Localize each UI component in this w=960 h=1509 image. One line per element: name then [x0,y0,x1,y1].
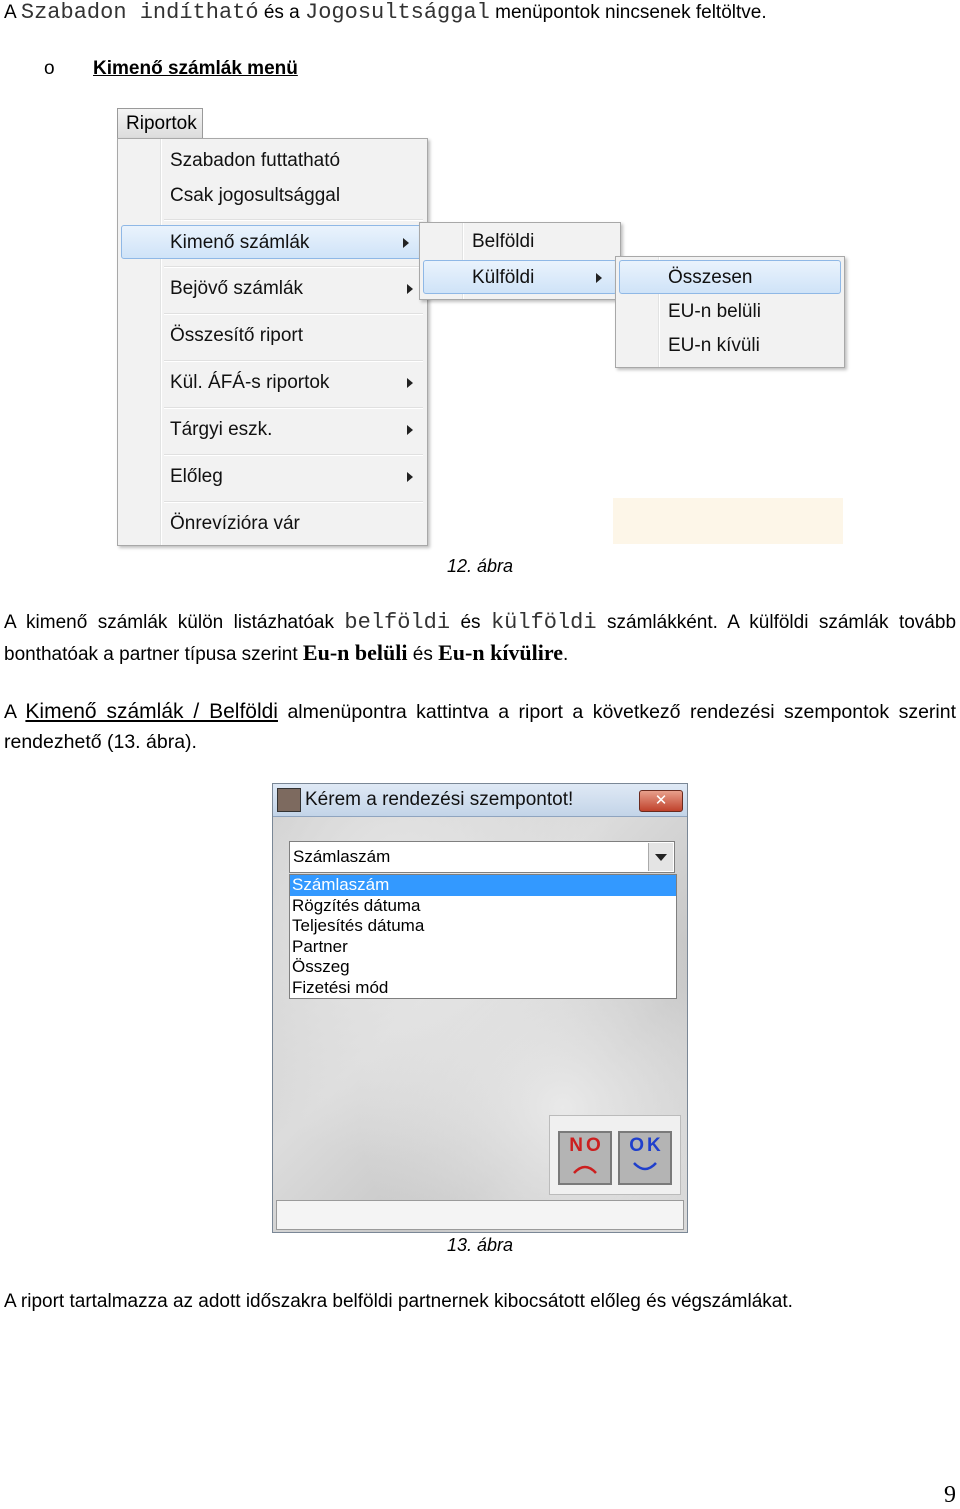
intro-line [4,0,767,26]
intro-suffix: menüpontok nincsenek feltöltve. [495,2,767,23]
menu-item-jogosultsag[interactable] [118,179,427,213]
menu-item-label: Összesítő riport [170,325,304,346]
subsubmenu-panel [615,256,845,368]
menu-item-bejovo[interactable] [118,272,427,306]
menu-item-osszesito[interactable] [118,319,427,353]
tooltip-remnant [613,498,843,544]
ok-button[interactable] [618,1131,672,1185]
submenu-arrow-icon [407,378,413,388]
p1-term-kulfoldi: külföldi [490,610,597,635]
status-bar [276,1200,684,1230]
p2-text-b: almenüpontra kattintva a riport a következő rendezési szempontok szerint rendezhető (13. ábra). [4,701,957,753]
p1-term-eu-beluli: Eu-n belüli [302,640,408,665]
list-item[interactable]: Fizetési mód [292,977,389,997]
main-menu-panel [117,138,428,546]
dialog-titlebar [273,784,687,817]
menu-item-label: Külföldi [472,267,535,288]
sort-options-list[interactable] [289,874,677,999]
menu-screenshot [117,108,847,548]
menu-separator [164,501,423,503]
list-item[interactable]: Partner [292,936,348,956]
ok-label: OK [629,1135,664,1156]
menu-item-targyi[interactable] [118,413,427,447]
menu-item-label: Szabadon futtatható [170,150,341,171]
menu-item-label: Bejövő számlák [170,278,304,299]
menu-separator [164,219,423,221]
menu-item-label: Kimenő számlák [170,232,310,253]
menu-item-label: Tárgyi eszk. [170,419,273,440]
submenu-panel [419,222,621,300]
p1-text-d: és [412,644,433,665]
menu-item-onrevizio[interactable] [118,507,427,541]
chevron-down-icon [655,854,667,861]
menu-item-eloleg[interactable] [118,460,427,494]
no-button[interactable] [558,1131,612,1185]
frown-icon [570,1161,600,1175]
submenu-arrow-icon [407,472,413,482]
menu-item-label: Önrevízióra vár [170,513,300,534]
p1-term-belfoldi: belföldi [344,610,451,635]
menu-item-label: Csak jogosultsággal [170,185,341,206]
paragraph-3: A riport tartalmazza az adott időszakra belföldi partnernek kibocsátott előleg és végszámlákat. [4,1291,793,1312]
menu-item-label: Összesen [668,267,753,288]
menu-separator [164,454,423,456]
list-item[interactable]: Összeg [292,957,350,976]
app-icon [277,788,301,812]
p2-text-a: A [4,701,16,723]
list-item[interactable]: Számlaszám [290,875,676,896]
menu-item-label: Előleg [170,466,223,487]
section-bullet: o [44,58,55,79]
figure12-caption: 12. ábra [446,556,514,576]
sort-dialog [272,783,688,1233]
p1-text-c: számlákként. A külföldi számlák tovább bonthatóak a partner típusa szerint [4,612,957,665]
subsubmenu-item-eu-kivuli[interactable] [616,329,844,363]
menu-item-label: Belföldi [472,231,535,252]
combo-value: Számlaszám [293,847,391,866]
submenu-arrow-icon [403,238,409,248]
smile-icon [630,1161,660,1175]
submenu-item-kulfoldi[interactable] [423,260,617,294]
menu-item-label: Kül. ÁFÁ-s riportok [170,372,330,393]
menu-item-label: EU-n kívüli [668,335,760,356]
intro-prefix: A [4,2,16,23]
menu-item-kimeno[interactable] [121,225,424,259]
intro-mid: és a [263,2,300,23]
dialog-title: Kérem a rendezési szempontot! [305,789,574,810]
menu-item-szabadon[interactable] [118,144,427,178]
p1-text-a: A kimenő számlák külön listázhatóak [4,612,334,633]
menu-item-kul-afa[interactable] [118,366,427,400]
close-button[interactable]: ✕ [639,790,683,812]
list-item[interactable]: Rögzítés dátuma [292,895,421,915]
page-number: 9 [944,1482,956,1508]
paragraph-1 [4,608,956,670]
submenu-item-belfoldi[interactable] [420,225,620,259]
intro-term-szabadon: Szabadon indítható [20,0,259,25]
menu-separator [164,360,423,362]
menu-separator [164,313,423,315]
p1-text-b: és [460,612,481,633]
menu-item-label: EU-n belüli [668,301,761,322]
submenu-arrow-icon [407,425,413,435]
menu-riportok[interactable]: Riportok [117,108,203,138]
p1-text-e: . [563,644,569,665]
p1-term-eu-kivulire: Eu-n kívülire [438,640,564,665]
intro-term-jogosultsag: Jogosultsággal [305,0,490,25]
no-label: NO [569,1135,604,1156]
button-panel [549,1115,681,1195]
menu-separator [164,266,423,268]
submenu-arrow-icon [407,284,413,294]
combo-dropdown-button[interactable] [648,843,673,871]
list-item[interactable]: Teljesítés dátuma [292,916,425,935]
dialog-client [273,817,687,1232]
subsubmenu-item-osszesen[interactable] [619,260,841,294]
section-heading: Kimenő számlák menü [93,58,298,79]
figure13-caption: 13. ábra [446,1235,514,1255]
submenu-arrow-icon [596,273,602,283]
sort-combobox[interactable] [289,841,675,873]
subsubmenu-item-eu-beluli[interactable] [616,295,844,329]
paragraph-2 [4,697,956,757]
p2-menu-path: Kimenő számlák / Belföldi [25,700,278,723]
menu-separator [164,407,423,409]
